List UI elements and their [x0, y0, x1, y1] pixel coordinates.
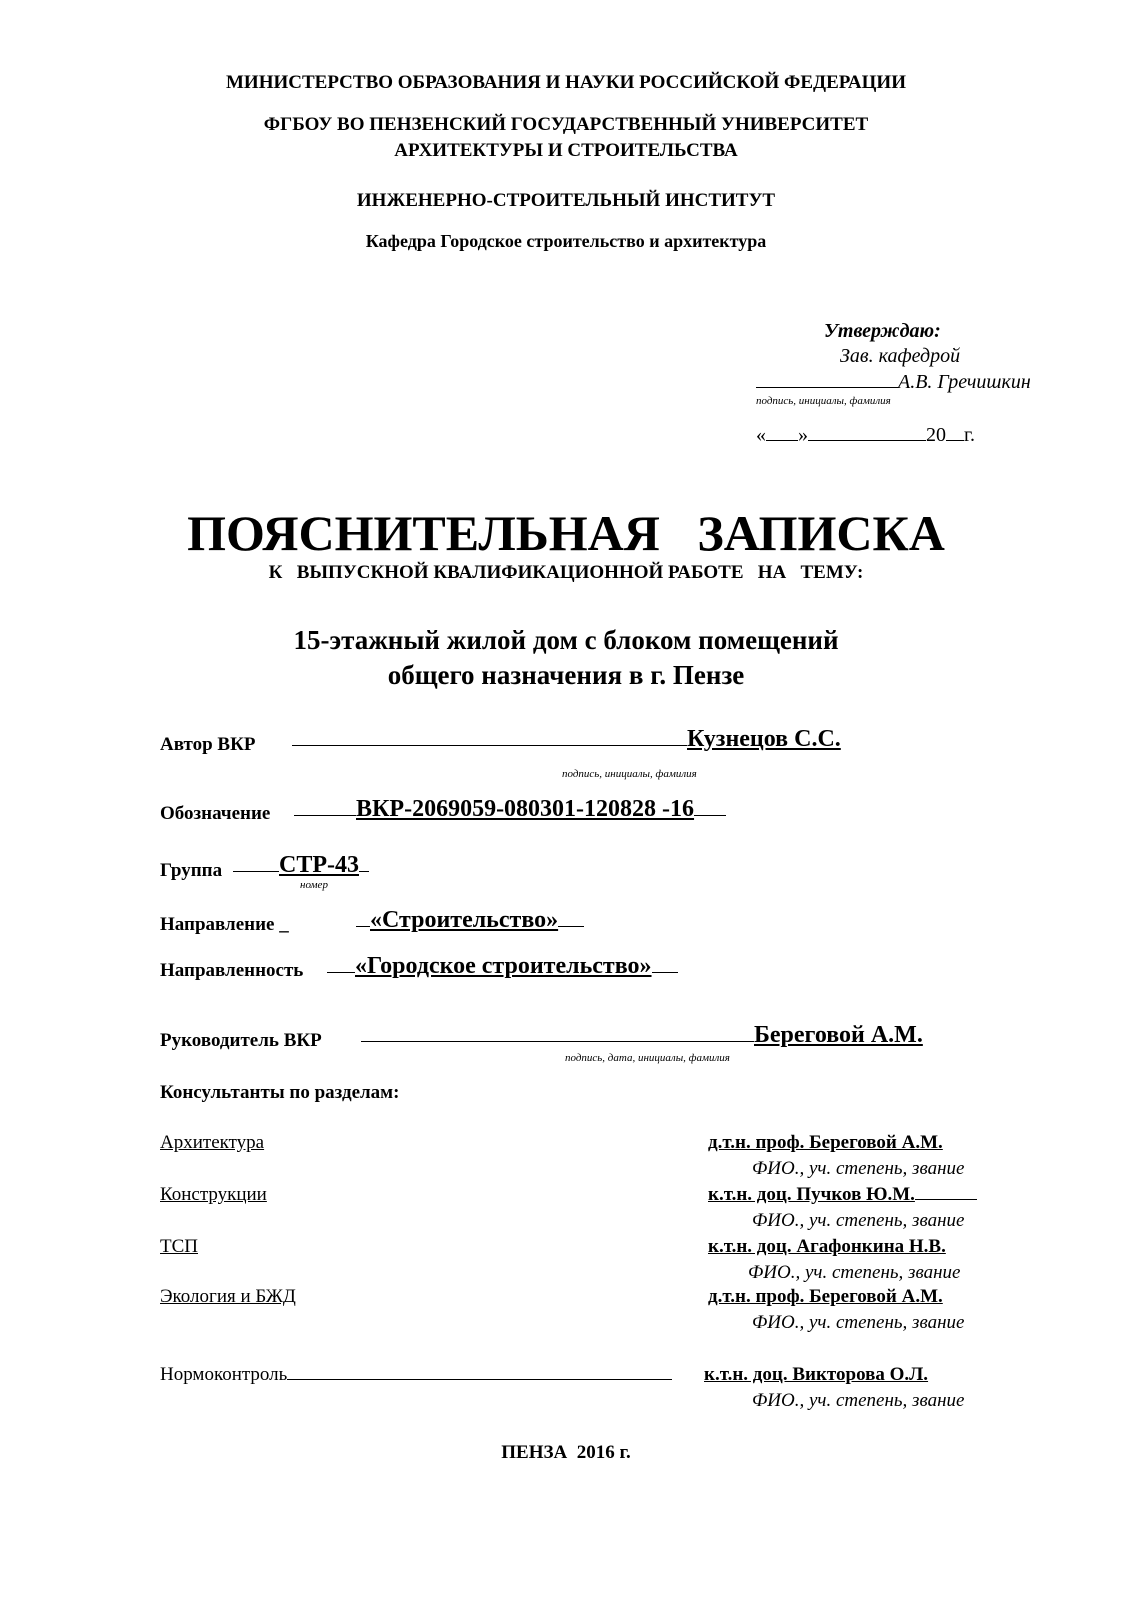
city-year: ПЕНЗА 2016 г.	[501, 1442, 631, 1463]
department-name: Кафедра Городское строительство и архитектура	[365, 231, 767, 251]
supervisor-caption: подпись, дата, инициалы, фамилия	[565, 1052, 730, 1064]
author-caption: подпись, инициалы, фамилия	[562, 768, 697, 780]
consultants-heading: Консультанты по разделам:	[160, 1082, 400, 1103]
group-field	[233, 852, 369, 879]
author-value: Кузнецов С.С.	[687, 726, 841, 752]
document-title: ПОЯСНИТЕЛЬНАЯ ЗАПИСКА	[187, 505, 945, 561]
consultant-person-tsp: к.т.н. доц. Агафонкина Н.В.	[708, 1236, 946, 1257]
consultant-role-caption: ФИО., уч. степень, звание	[752, 1390, 965, 1411]
consultant-person-structures: к.т.н. доц. Пучков Ю.М.	[708, 1184, 915, 1205]
group-caption: номер	[300, 879, 328, 891]
university-name-line2: АРХИТЕКТУРЫ И СТРОИТЕЛЬСТВА	[394, 140, 738, 161]
consultant-section-ecology: Экология и БЖД	[160, 1286, 296, 1307]
approval-name: А.В. Гречишкин	[898, 371, 1031, 393]
author-label: Автор ВКР	[160, 734, 256, 755]
designation-value: ВКР-2069059-080301-120828 -16	[356, 796, 695, 822]
designation-label: Обозначение	[160, 803, 271, 824]
normcontrol-label: Нормоконтроль	[160, 1364, 288, 1385]
topic-line2: общего назначения в г. Пензе	[387, 660, 745, 690]
ministry-title: МИНИСТЕРСТВО ОБРАЗОВАНИЯ И НАУКИ РОССИЙСКОЙ ФЕДЕРАЦИИ	[226, 72, 906, 93]
group-value: СТР-43	[279, 852, 359, 878]
consultant-section-architecture: Архитектура	[160, 1132, 265, 1153]
group-label: Группа	[160, 860, 223, 881]
consultant-section-structures: Конструкции	[160, 1184, 267, 1205]
direction-field	[356, 907, 584, 934]
designation-field	[294, 796, 726, 823]
approval-position: Зав. кафедрой	[840, 345, 961, 367]
consultant-role-caption: ФИО., уч. степень, звание	[748, 1262, 961, 1283]
institute-name: ИНЖЕНЕРНО-СТРОИТЕЛЬНЫЙ ИНСТИТУТ	[356, 190, 776, 211]
university-name-line1: ФГБОУ ВО ПЕНЗЕНСКИЙ ГОСУДАРСТВЕННЫЙ УНИВЕРСИТЕТ	[263, 114, 869, 135]
topic-line1: 15-этажный жилой дом с блоком помещений	[293, 625, 839, 655]
normcontrol-row	[160, 1364, 672, 1386]
supervisor-field	[361, 1022, 923, 1049]
supervisor-value: Береговой А.М.	[754, 1022, 923, 1048]
consultant-person-ecology: д.т.н. проф. Береговой А.М.	[708, 1286, 943, 1307]
focus-field	[327, 953, 678, 980]
direction-value: «Строительство»	[370, 907, 559, 933]
author-field	[292, 726, 841, 753]
consultant-person-architecture: д.т.н. проф. Береговой А.М.	[708, 1132, 943, 1153]
consultant-person-structures-field	[708, 1184, 977, 1206]
consultant-section-tsp: ТСП	[160, 1236, 198, 1257]
consultant-role-caption: ФИО., уч. степень, звание	[752, 1210, 965, 1231]
focus-label: Направленность	[160, 960, 304, 981]
focus-value: «Городское строительство»	[355, 953, 652, 979]
approval-signature-line	[756, 371, 1031, 394]
approval-date: « » 20 г.	[756, 424, 975, 446]
normcontrol-person: к.т.н. доц. Викторова О.Л.	[704, 1364, 929, 1385]
approval-title: Утверждаю:	[824, 320, 941, 342]
consultant-role-caption: ФИО., уч. степень, звание	[752, 1312, 965, 1333]
supervisor-label: Руководитель ВКР	[160, 1030, 322, 1051]
approval-sign-caption: подпись, инициалы, фамилия	[756, 395, 891, 407]
direction-label: Направление _	[160, 914, 289, 935]
consultant-role-caption: ФИО., уч. степень, звание	[752, 1158, 965, 1179]
document-subtitle: К ВЫПУСКНОЙ КВАЛИФИКАЦИОННОЙ РАБОТЕ НА ТЕМУ:	[268, 562, 864, 583]
